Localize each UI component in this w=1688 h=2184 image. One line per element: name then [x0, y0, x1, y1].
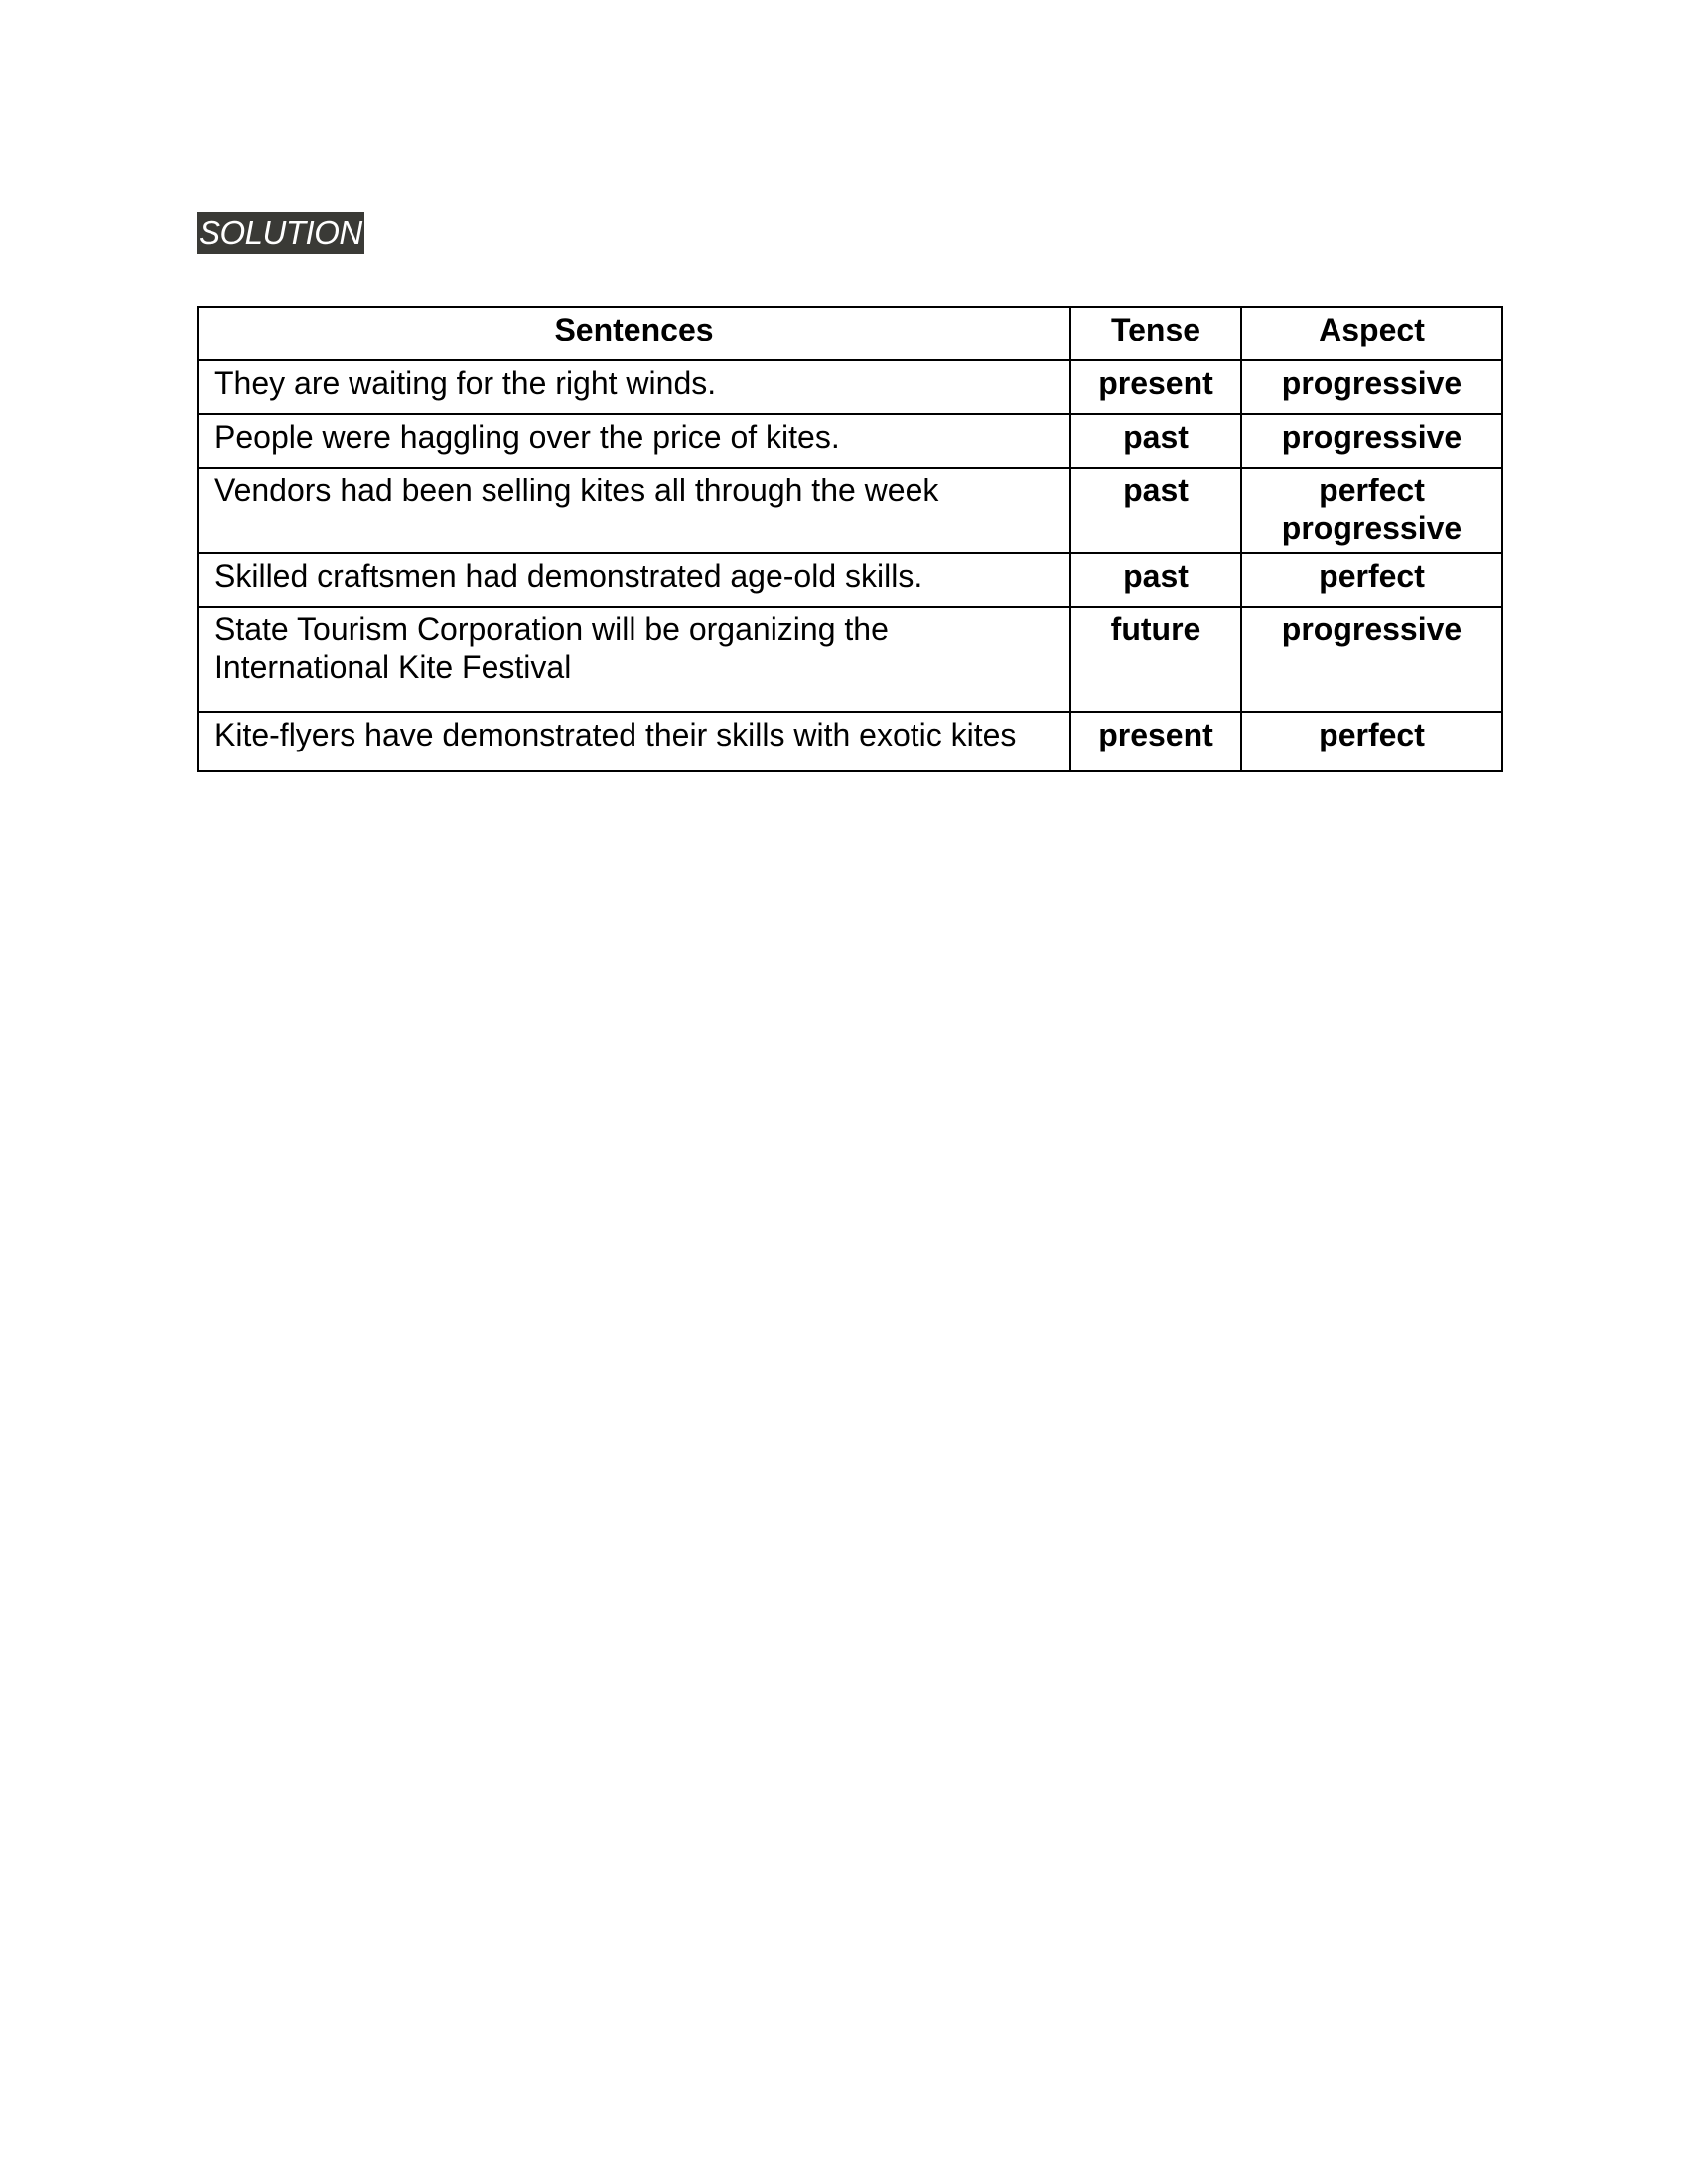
aspect-cell: progressive	[1241, 607, 1502, 712]
aspect-cell: progressive	[1241, 414, 1502, 468]
tense-cell: past	[1070, 468, 1241, 553]
table-row	[198, 712, 1502, 771]
aspect-cell: perfect progressive	[1241, 468, 1502, 553]
sentence-cell: Vendors had been selling kites all through the week	[198, 468, 1070, 553]
sentence-cell: Kite-flyers have demonstrated their skills with exotic kites	[198, 712, 1070, 771]
header-tense: Tense	[1070, 307, 1241, 360]
tense-cell: future	[1070, 607, 1241, 712]
tense-cell: past	[1070, 414, 1241, 468]
solution-heading: SOLUTION	[197, 212, 364, 254]
tense-cell: past	[1070, 553, 1241, 607]
tense-cell: present	[1070, 712, 1241, 771]
aspect-cell: progressive	[1241, 360, 1502, 414]
aspect-cell: perfect	[1241, 553, 1502, 607]
table-row	[198, 414, 1502, 468]
sentence-cell: State Tourism Corporation will be organizing the International Kite Festival	[198, 607, 1070, 712]
table-row	[198, 553, 1502, 607]
header-sentences: Sentences	[198, 307, 1070, 360]
sentence-cell: People were haggling over the price of kites.	[198, 414, 1070, 468]
table-header-row	[198, 307, 1502, 360]
header-aspect: Aspect	[1241, 307, 1502, 360]
table-row	[198, 468, 1502, 553]
tense-cell: present	[1070, 360, 1241, 414]
sentence-cell: They are waiting for the right winds.	[198, 360, 1070, 414]
table-row	[198, 360, 1502, 414]
tense-aspect-table	[197, 306, 1503, 772]
aspect-cell: perfect	[1241, 712, 1502, 771]
sentence-cell: Skilled craftsmen had demonstrated age-old skills.	[198, 553, 1070, 607]
table-row	[198, 607, 1502, 712]
